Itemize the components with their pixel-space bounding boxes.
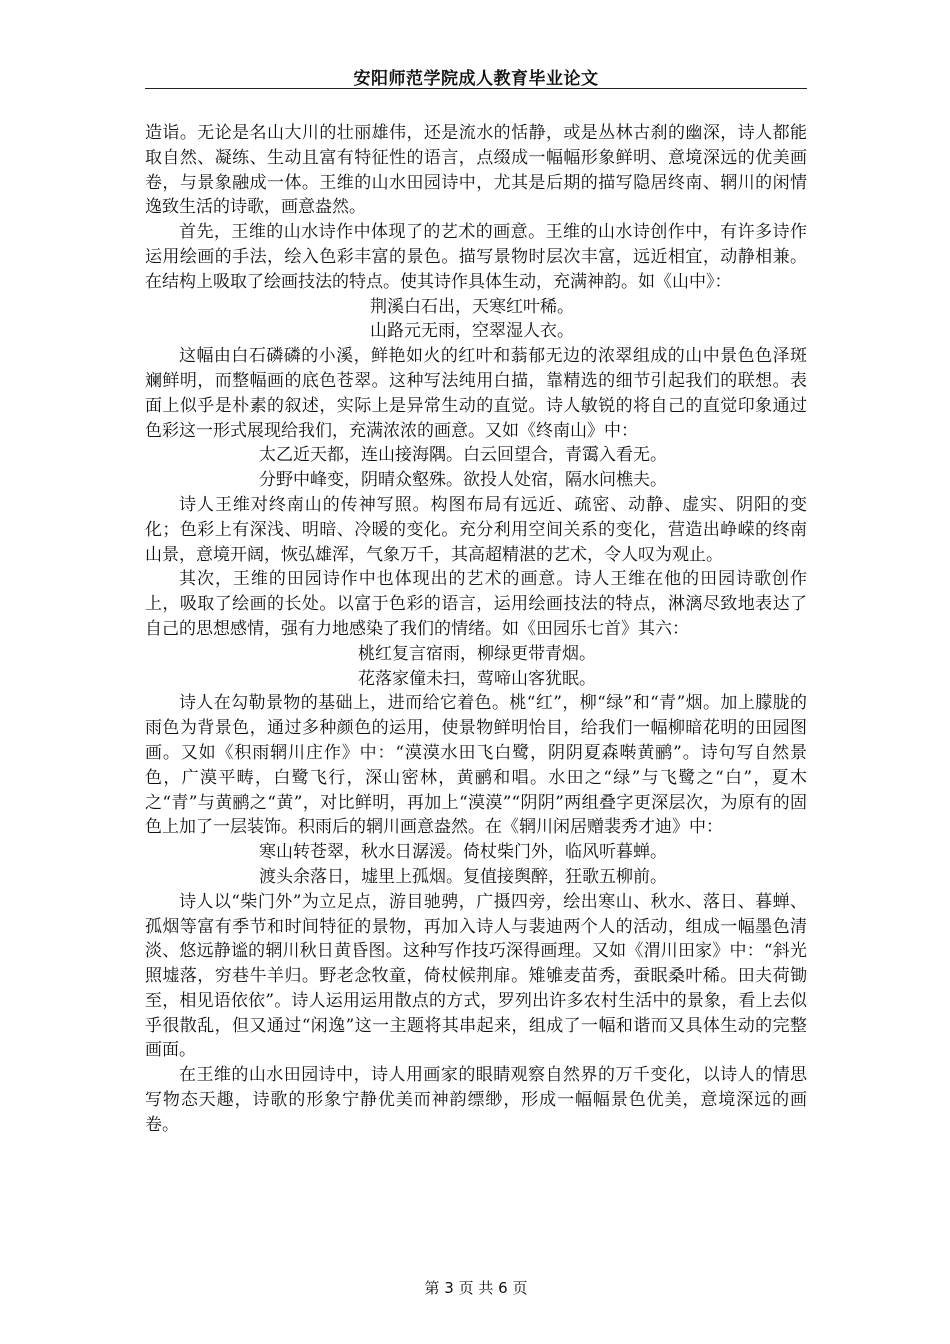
poem-line: 花落家僮未扫，莺啼山客犹眠。 <box>358 668 596 689</box>
poem-line: 荆溪白石出，天寒红叶稀。 <box>370 296 574 317</box>
paragraph: 诗人在勾勒景物的基础上，进而给它着色。桃“红”，柳“绿”和“青”烟。加上朦胧的雨色为背景色，通过多种颜色的运用，使景物鲜明怡目，给我们一幅柳暗花明的田园图画。又如《积雨辋川庄作》中：“漠漠水田飞白鹭，阴阴夏森啭黄鹂”。诗句写自然景色，广漠平畴，白鹭飞行，深山密林，黄鹂和唱。水田之“绿”与飞鹭之“白”，夏木之“青”与黄鹂之“黄”，对比鲜明，再加上“漠漠”“阴阴”两组叠字更深层次，为原有的固色上加了一层装饰。积雨后的辋川画意盎然。在《辋川闲居赠裴秀才迪》中： <box>145 693 807 838</box>
poem-line: 山路元无雨，空翠湿人衣。 <box>370 321 574 342</box>
paragraph: 其次，王维的田园诗作中也体现出的艺术的画意。诗人王维在他的田园诗歌创作上，吸取了绘画的长处。以富于色彩的语言，运用绘画技法的特点，淋漓尽致地表达了自己的思想感情，强有力地感染了我们的情绪。如《田园乐七首》其六： <box>145 569 807 639</box>
poem-line: 分野中峰变，阴晴众壑殊。欲投人处宿，隔水问樵夫。 <box>259 470 667 491</box>
paragraph: 这幅由白石磷磷的小溪，鲜艳如火的红叶和蓊郁无边的浓翠组成的山中景色色泽斑斓鲜明，而整幅画的底色苍翠。这种写法纯用白描，靠精选的细节引起我们的联想。表面上似乎是朴素的叙述，实际上是异常生动的直觉。诗人敏锐的将自己的直觉印象通过色彩这一形式展现给我们，充满浓浓的画意。又如《终南山》中： <box>145 346 807 441</box>
paragraph: 造诣。无论是名山大川的壮丽雄伟，还是流水的恬静，或是丛林古刹的幽深，诗人都能取自然、凝练、生动且富有特征性的语言，点缀成一幅幅形象鲜明、意境深远的优美画卷，与景象融成一体。王维的山水田园诗中，尤其是后期的描写隐居终南、辋川的闲情逸致生活的诗歌，画意盎然。 <box>145 123 807 218</box>
header-rule <box>145 88 807 89</box>
paragraph: 首先，王维的山水诗作中体现了的艺术的画意。王维的山水诗创作中，有许多诗作运用绘画的手法，绘入色彩丰富的景色。描写景物时层次丰富，远近相宜，动静相兼。在结构上吸取了绘画技法的特点。使其诗作具体生动，充满神韵。如《山中》： <box>145 222 807 292</box>
poem-line: 桃红复言宿雨，柳绿更带青烟。 <box>358 643 596 664</box>
page-header-title: 安阳师范学院成人教育毕业论文 <box>353 69 599 89</box>
paragraph: 诗人王维对终南山的传神写照。构图布局有远近、疏密、动静、虚实、阴阳的变化；色彩上有深浅、明暗、冷暖的变化。充分利用空间关系的变化，营造出峥嵘的终南山景，意境开阔，恢弘雄浑，气象万千，其高超精湛的艺术，令人叹为观止。 <box>145 494 807 565</box>
poem-line: 渡头余落日，墟里上孤烟。复值接舆醉，狂歌五柳前。 <box>259 866 667 887</box>
page-footer: 第 3 页 共 6 页 <box>424 1279 528 1297</box>
paragraph: 诗人以“柴门外”为立足点，游目驰骋，广摄四旁，绘出寒山、秋水、落日、暮蝉、孤烟等富有季节和时间特征的景物，再加入诗人与裴迪两个人的活动，组成一幅墨色清淡、悠远静谧的辋川秋日黄昏图。这种写作技巧深得画理。又如《渭川田家》中：“斜光照墟落，穷巷牛羊归。野老念牧童，倚杖候荆扉。雉雊麦苗秀，蚕眠桑叶稀。田夫荷锄至，相见语依依”。诗人运用运用散点的方式，罗列出许多农村生活中的景象，看上去似乎很散乱，但又通过“闲逸”这一主题将其串起来，组成了一幅和谐而又具体生动的完整画面。 <box>145 891 807 1061</box>
poem-line: 寒山转苍翠，秋水日潺湲。倚杖柴门外，临风听暮蝉。 <box>259 842 667 863</box>
body-text <box>145 121 807 1138</box>
paragraph: 在王维的山水田园诗中，诗人用画家的眼睛观察自然界的万千变化，以诗人的情思写物态天趣，诗歌的形象宁静优美而神韵缥缈，形成一幅幅景色优美，意境深远的画卷。 <box>145 1065 807 1135</box>
poem-line: 太乙近天都，连山接海隅。白云回望合，青霭入看无。 <box>259 445 667 466</box>
